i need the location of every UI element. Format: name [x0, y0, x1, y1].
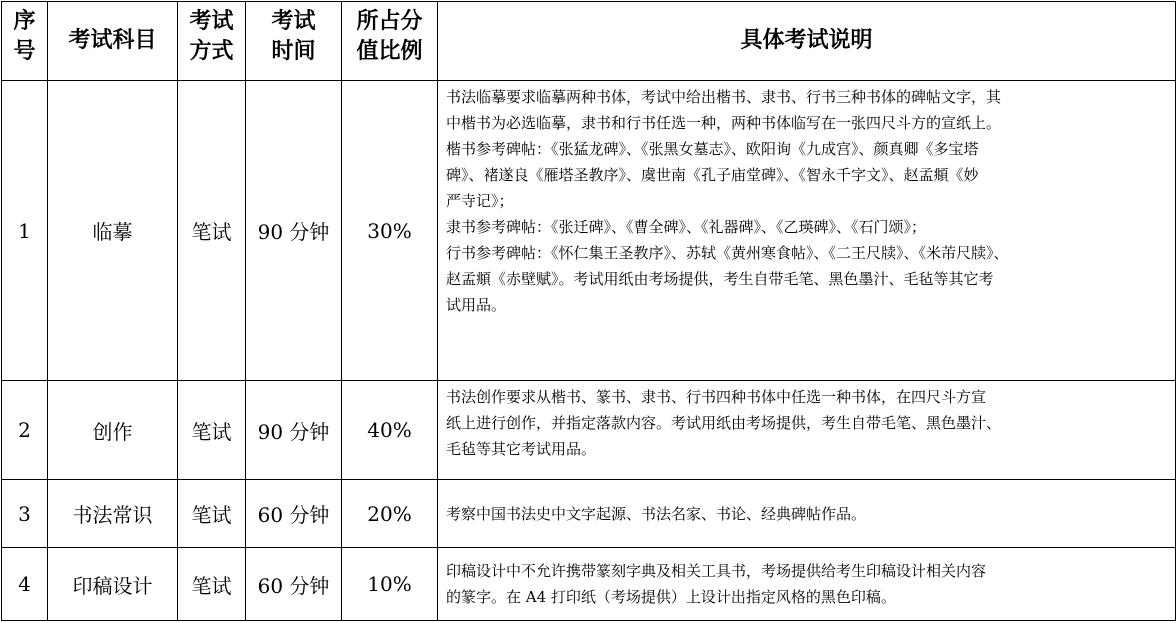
cell-seq: 2: [2, 381, 48, 480]
header-seq: [2, 2, 48, 81]
header-seq-line-2: 号: [13, 38, 36, 64]
cell-subject: 创作: [48, 381, 178, 480]
header-ratio-line-2: 值比例: [356, 38, 423, 64]
cell-description: [438, 81, 1176, 381]
cell-subject: 印稿设计: [48, 548, 178, 621]
cell-subject: 书法常识: [48, 480, 178, 548]
cell-ratio: 30%: [342, 81, 438, 381]
cell-description: [438, 480, 1176, 548]
description-line: 印稿设计中不允许携带篆刻字典及相关工具书，考场提供给考生印稿设计相关内容: [446, 562, 987, 580]
cell-method: 笔试: [178, 381, 246, 480]
table-row: [2, 381, 1176, 480]
header-description: 具体考试说明: [438, 2, 1176, 81]
description-line: 楷书参考碑帖：《张猛龙碑》、《张黑女墓志》、欧阳询《九成宫》、颜真卿《多宝塔: [446, 140, 979, 158]
cell-subject: 临摹: [48, 81, 178, 381]
cell-seq: 3: [2, 480, 48, 548]
description-line: 书法创作要求从楷书、篆书、隶书、行书四种书体中任选一种书体，在四尺斗方宣: [446, 388, 987, 406]
description-line: 书法临摹要求临摹两种书体，考试中给出楷书、隶书、行书三种书体的碑帖文字，其: [446, 88, 1002, 106]
cell-description: [438, 548, 1176, 621]
description-line: 严寺记》；: [446, 192, 514, 210]
header-ratio: [342, 2, 438, 81]
cell-ratio: 20%: [342, 480, 438, 548]
header-time-line-1: 考试: [271, 8, 316, 34]
header-method-line-1: 考试: [189, 8, 234, 34]
description-line: 毛毡等其它考试用品。: [446, 440, 597, 458]
table-row: [2, 480, 1176, 548]
description-line: 纸上进行创作，并指定落款内容。考试用纸由考场提供，考生自带毛笔、黑色墨汁、: [446, 414, 1002, 432]
description-line: 隶书参考碑帖：《张迁碑》、《曹全碑》、《礼器碑》、《乙瑛碑》、《石门颂》；: [446, 218, 927, 236]
cell-ratio: 40%: [342, 381, 438, 480]
description-line: 考察中国书法史中文字起源、书法名家、书论、经典碑帖作品。: [446, 504, 867, 523]
cell-time: 90 分钟: [246, 81, 342, 381]
description-line: 的篆字。在 A4 打印纸（考场提供）上设计出指定风格的黑色印稿。: [446, 588, 896, 606]
cell-method: 笔试: [178, 81, 246, 381]
cell-method: 笔试: [178, 548, 246, 621]
header-method: [178, 2, 246, 81]
description-line: 行书参考碑帖：《怀仁集王圣教序》、苏轼《黄州寒食帖》、《二王尺牍》、《米芾尺牍》、: [446, 244, 1009, 262]
header-seq-line-1: 序: [13, 8, 36, 34]
description-line: 试用品。: [446, 296, 507, 314]
cell-method: 笔试: [178, 480, 246, 548]
table-row: [2, 548, 1176, 621]
cell-ratio: 10%: [342, 548, 438, 621]
exam-table: [1, 1, 1176, 621]
cell-description: [438, 381, 1176, 480]
table-row: [2, 81, 1176, 381]
cell-time: 60 分钟: [246, 480, 342, 548]
description-line: 碑》、褚遂良《雁塔圣教序》、虞世南《孔子庙堂碑》、《智永千字文》、赵孟頫《妙: [446, 166, 979, 184]
header-method-line-2: 方式: [189, 38, 234, 64]
description-line: 赵孟頫《赤壁赋》。考试用纸由考场提供，考生自带毛笔、黑色墨汁、毛毡等其它考: [446, 270, 994, 288]
cell-seq: 4: [2, 548, 48, 621]
cell-seq: 1: [2, 81, 48, 381]
cell-time: 90 分钟: [246, 381, 342, 480]
header-subject: 考试科目: [48, 2, 178, 81]
header-row: [2, 2, 1176, 81]
header-ratio-line-1: 所占分: [356, 8, 423, 34]
cell-time: 60 分钟: [246, 548, 342, 621]
header-time-line-2: 时间: [271, 38, 316, 64]
header-time: [246, 2, 342, 81]
description-line: 中楷书为必选临摹，隶书和行书任选一种，两种书体临写在一张四尺斗方的宣纸上。: [446, 114, 1002, 132]
